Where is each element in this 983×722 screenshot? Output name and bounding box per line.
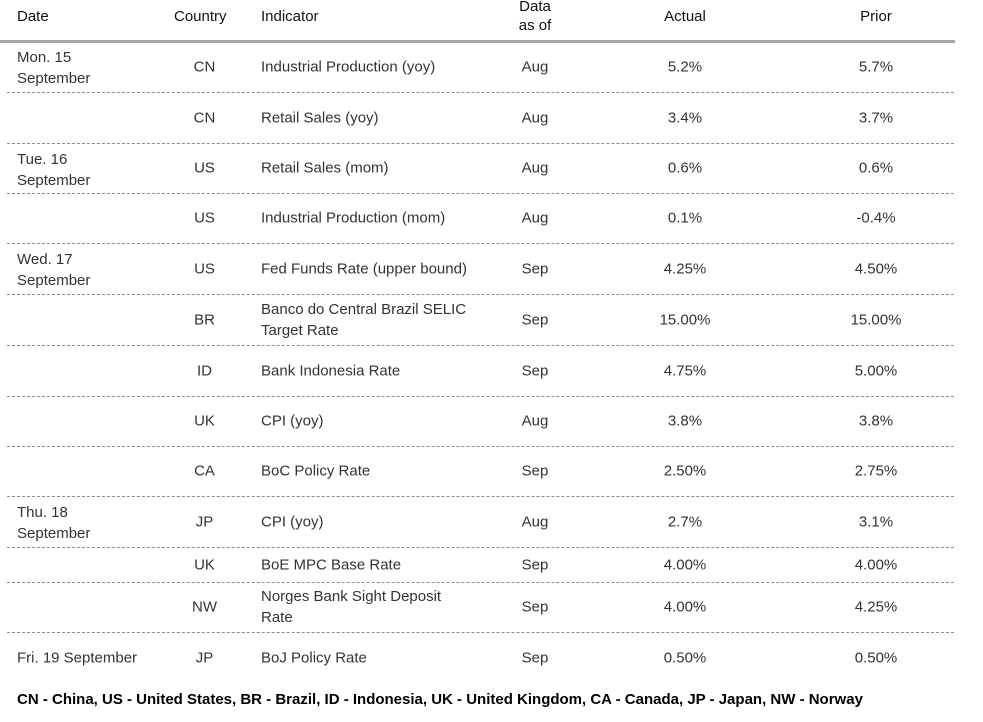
row-data-as-of: Sep (521, 260, 549, 277)
header-data-as-of-line1: Data (519, 0, 551, 15)
row-data-as-of: Sep (521, 311, 549, 328)
header-date: Date (17, 8, 49, 25)
row-actual: 0.6% (667, 159, 703, 177)
row-prior: 15.00% (850, 311, 902, 328)
table-row (7, 632, 954, 683)
table-row (7, 496, 954, 548)
row-date-line1: Wed. 17 (17, 251, 73, 268)
header-data-as-of (505, 0, 565, 35)
row-country: US (194, 159, 215, 177)
row-indicator-line1: BoE MPC Base Rate (261, 556, 402, 573)
row-prior: 0.6% (858, 159, 894, 177)
row-date-line1: Mon. 15 (17, 49, 72, 66)
table-header (0, 0, 955, 43)
row-indicator (261, 411, 496, 432)
row-data-as-of: Sep (521, 649, 549, 666)
row-country: NW (192, 598, 217, 616)
row-indicator (261, 56, 496, 77)
row-date (17, 199, 167, 220)
row-date (17, 502, 167, 544)
row-data-as-of: Sep (521, 362, 549, 379)
row-actual: 0.1% (667, 209, 703, 227)
row-country: ID (197, 362, 212, 379)
row-indicator-line1: Industrial Production (mom) (261, 209, 446, 227)
row-prior: 0.50% (854, 649, 898, 666)
row-country: CN (193, 58, 216, 75)
row-indicator (261, 107, 496, 128)
row-date-line1: Tue. 16 (17, 151, 68, 168)
table-row (7, 582, 954, 633)
row-indicator-line2: Target Rate (261, 321, 339, 339)
row-country: US (194, 209, 215, 227)
row-actual: 5.2% (667, 58, 703, 75)
row-indicator-line2: Rate (261, 609, 293, 626)
row-date (17, 249, 167, 291)
row-actual: 2.50% (663, 462, 707, 480)
row-date (17, 402, 167, 423)
row-actual: 4.75% (663, 362, 707, 379)
row-actual: 4.00% (663, 556, 707, 573)
row-country: US (194, 260, 215, 277)
row-date (17, 452, 167, 473)
row-country: UK (194, 412, 215, 430)
row-indicator-line1: Banco do Central Brazil SELIC (261, 300, 467, 318)
header-prior: Prior (860, 8, 892, 25)
table-row (7, 345, 954, 397)
row-country: JP (195, 649, 214, 666)
row-date (17, 149, 167, 191)
row-actual: 15.00% (659, 311, 711, 328)
row-prior: 4.00% (854, 556, 898, 573)
row-actual: 3.8% (667, 412, 703, 430)
row-date (17, 300, 167, 321)
row-indicator-line1: Bank Indonesia Rate (261, 362, 401, 379)
row-indicator (261, 158, 496, 179)
row-date-line1: Fri. 19 September (17, 649, 138, 666)
row-data-as-of: Sep (521, 556, 549, 573)
row-country: UK (194, 556, 215, 573)
row-date (17, 553, 167, 574)
row-date-line2: September (17, 272, 91, 289)
row-date-line2: September (17, 525, 91, 542)
header-country: Country (174, 8, 227, 25)
row-date (17, 98, 167, 119)
row-indicator (261, 360, 496, 381)
row-actual: 2.7% (667, 513, 703, 530)
row-date-line1: Thu. 18 (17, 504, 68, 521)
row-data-as-of: Aug (521, 513, 549, 530)
row-country: JP (195, 513, 214, 530)
row-data-as-of: Aug (521, 159, 549, 177)
row-country: CA (194, 462, 215, 480)
row-indicator (261, 461, 496, 482)
table-row (7, 243, 954, 295)
row-country: CN (193, 109, 216, 126)
row-prior: 3.1% (858, 513, 894, 530)
table-row (7, 294, 954, 346)
row-date-line2: September (17, 70, 91, 87)
row-indicator-line1: Retail Sales (yoy) (261, 109, 379, 126)
row-indicator (261, 208, 496, 229)
row-indicator (261, 511, 496, 532)
header-actual: Actual (664, 8, 706, 25)
row-actual: 4.00% (663, 598, 707, 616)
row-data-as-of: Aug (521, 412, 549, 430)
row-indicator-line1: Retail Sales (mom) (261, 159, 389, 177)
row-date (17, 588, 167, 609)
row-indicator-line1: BoC Policy Rate (261, 462, 371, 480)
footnote: CN - China, US - United States, BR - Brazil, ID - Indonesia, UK - United Kingdom, CA - Canada, JP - Japan, NW - Norway (17, 691, 863, 708)
table-row (7, 193, 954, 244)
row-indicator-line1: Norges Bank Sight Deposit (261, 588, 442, 605)
row-data-as-of: Sep (521, 462, 549, 480)
table-row (7, 396, 954, 447)
row-indicator-line1: BoJ Policy Rate (261, 649, 367, 666)
row-date (17, 47, 167, 89)
table-row (7, 92, 954, 144)
row-prior: 4.25% (854, 598, 898, 616)
row-data-as-of: Aug (521, 109, 549, 126)
header-data-as-of-line2: as of (518, 17, 552, 34)
row-date (17, 351, 167, 372)
table-row (7, 547, 954, 583)
row-prior: -0.4% (856, 209, 896, 227)
row-prior: 5.00% (854, 362, 898, 379)
row-data-as-of: Sep (521, 598, 549, 616)
row-country: BR (194, 311, 215, 328)
row-indicator (261, 258, 496, 279)
row-indicator-line1: Fed Funds Rate (upper bound) (261, 260, 467, 277)
row-prior: 5.7% (858, 58, 894, 75)
table-row (7, 41, 954, 93)
row-date (17, 647, 167, 668)
row-prior: 3.8% (858, 412, 894, 430)
row-actual: 3.4% (667, 109, 703, 126)
row-prior: 3.7% (858, 109, 894, 126)
row-indicator (261, 299, 496, 341)
row-indicator-line1: CPI (yoy) (261, 513, 324, 530)
row-data-as-of: Aug (521, 209, 549, 227)
row-indicator (261, 647, 496, 668)
row-date-line2: September (17, 172, 91, 189)
row-data-as-of: Aug (521, 58, 549, 75)
row-actual: 4.25% (663, 260, 707, 277)
header-indicator: Indicator (261, 8, 319, 25)
row-actual: 0.50% (663, 649, 707, 666)
row-prior: 2.75% (854, 462, 898, 480)
row-prior: 4.50% (854, 260, 898, 277)
row-indicator-line1: CPI (yoy) (261, 412, 324, 430)
table-row (7, 446, 954, 497)
row-indicator (261, 586, 496, 628)
row-indicator (261, 554, 496, 575)
row-indicator-line1: Industrial Production (yoy) (261, 58, 436, 75)
table-row (7, 143, 954, 194)
